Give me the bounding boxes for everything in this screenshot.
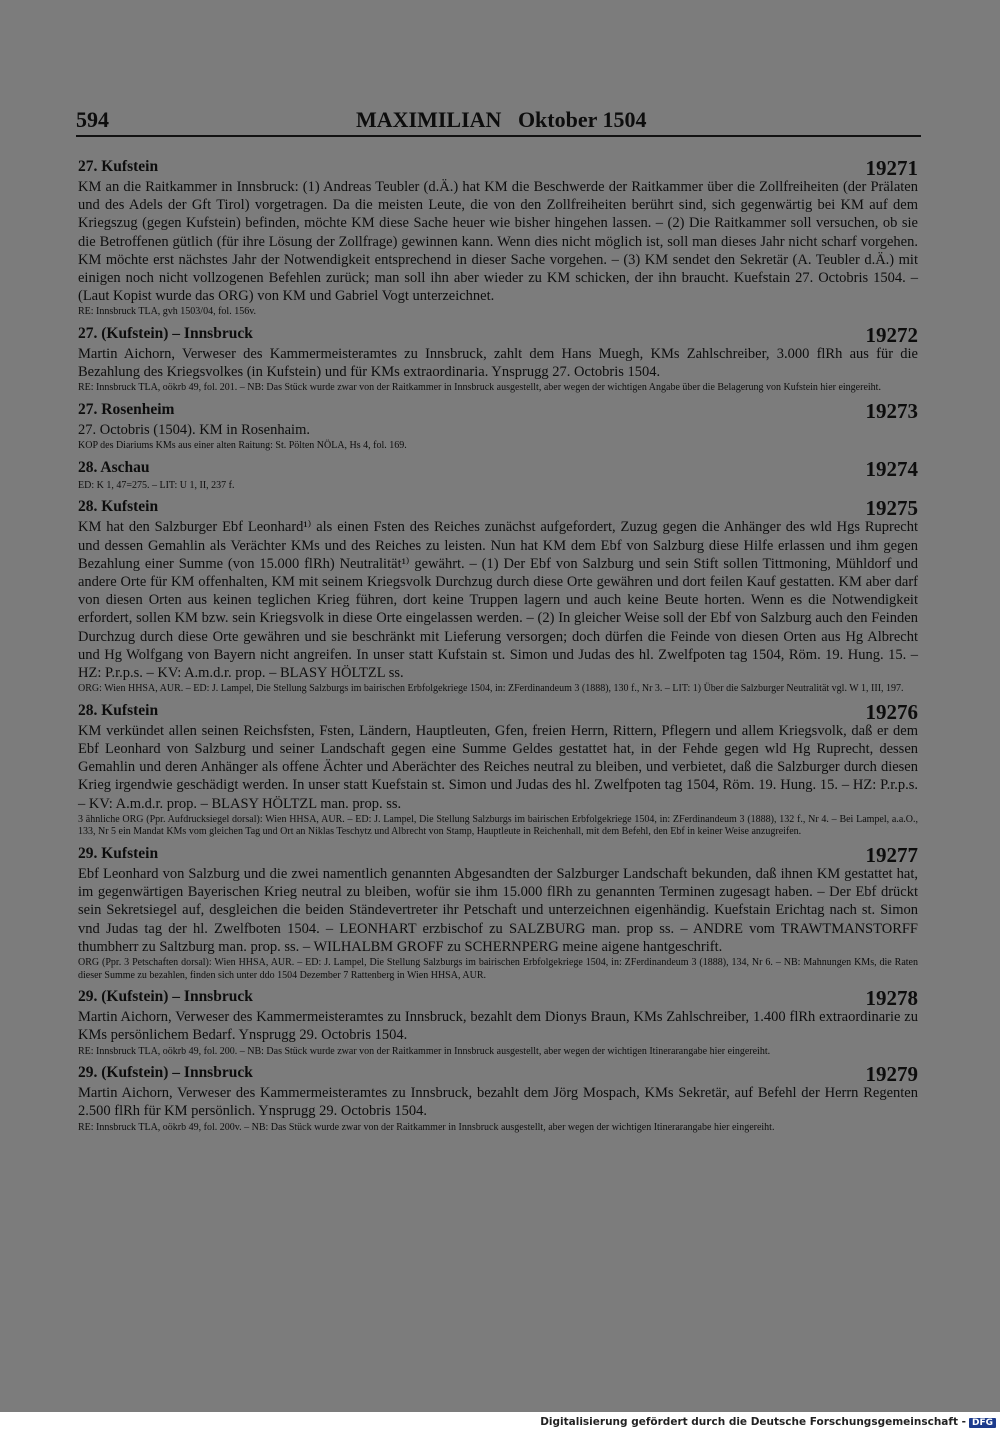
entry-number: 19276	[865, 699, 918, 724]
page-number: 594	[76, 107, 109, 132]
entry-location: 27. Kufstein	[78, 158, 159, 175]
page-header	[76, 107, 918, 137]
entry-note: RE: Innsbruck TLA, oökrb 49, fol. 200v. – NB: Das Stück wurde zwar von der Raitkammer in Innsbruck ausgestellt, aber wegen der wichtigen Itinerarangabe hier eingereiht.	[78, 1121, 775, 1133]
entry-text: 27. Octobris (1504). KM in Rosenhaim.	[78, 422, 310, 439]
entry-location: 27. (Kufstein) – Innsbruck	[78, 325, 253, 343]
entry	[78, 496, 918, 695]
entry	[78, 986, 918, 1058]
entry-location: 28. Aschau	[78, 458, 150, 476]
entry-number: 19278	[865, 986, 918, 1011]
entry-heading	[78, 399, 918, 424]
entry-heading	[78, 156, 918, 178]
entry-location: 28. Kufstein	[78, 498, 159, 516]
entry-number: 19277	[865, 843, 918, 868]
entry-note: RE: Innsbruck TLA, gvh 1503/04, fol. 156v.	[78, 306, 257, 318]
entry-location: 27. Rosenheim	[78, 401, 175, 419]
dfg-logo: DFG	[969, 1418, 996, 1428]
entry	[78, 843, 918, 982]
entry-note: ED: K 1, 47=275. – LIT: U 1, II, 237 f.	[78, 479, 235, 491]
entry-number: 19274	[865, 456, 918, 481]
entry-location: 29. (Kufstein) – Innsbruck	[78, 1064, 253, 1082]
entry	[78, 457, 918, 493]
entry-heading	[78, 496, 918, 521]
entry-heading	[78, 700, 918, 722]
entry-text: Martin Aichorn, Verweser des Kammermeisteramtes zu Innsbruck, zahlt dem Hans Muegh, KMs Zahlschreiber, 3.000 flRh aus für die Bezahlung des Kriegsvolkes (in Kufstein) und für KMs extraordinaria. Ynsprugg 27. Octobris 1504.	[78, 346, 918, 381]
entry-text: Martin Aichorn, Verweser des Kammermeisteramtes zu Innsbruck, bezahlt dem Dionys Braun, KMs Zahlschreiber, 1.400 flRh extraordinarie zu KMs persönlichem Bedarf. Ynsprugg 29. Octobris 1504.	[78, 1009, 918, 1044]
entry-text: Ebf Leonhard von Salzburg und die zwei namentlich genannten Abgesandten der Salzburger Landschaft bekunden, daß ihnen KM gestattet hat, im gegenwärtigen Bayerischen Krieg neutral zu bleiben, wofür sie ihm 15.000 flRh zu genannten Terminen zugesagt haben. – Der Ebf drückt sein Sekretsiegel auf, desgleichen die beiden Ständevertreter ihr Petschaft und unterzeichnen eigenhändig. Kuefstain Erichtag nach st. Simon vnd Judas tag der hl. Zwelfboten 1504. – LEONHART erzbischof zu SALZBURG man. prop ss. – ANDRE vom TRAWTMANSTORFF thumbherr zu Saltzburg man. prop. ss. – WILHALBM GROFF zu SCHERNPERG meine aigene hantgeschrift.	[78, 866, 918, 955]
entries-list	[78, 156, 918, 1138]
entry-heading	[78, 1062, 918, 1087]
entry	[78, 323, 918, 395]
entry-number: 19275	[865, 496, 918, 521]
entry	[78, 399, 918, 453]
entry-text: Martin Aichorn, Verweser des Kammermeisteramtes zu Innsbruck, bezahlt dem Jörg Mospach, KMs Sekretär, auf Befehl der Herrn Regenten 2.500 flRh für KM persönlich. Ynsprugg 29. Octobris 1504.	[78, 1085, 918, 1120]
entry-number: 19272	[865, 323, 918, 348]
header-rule	[76, 135, 921, 137]
entry-note: 3 ähnliche ORG (Ppr. Aufdrucksiegel dorsal): Wien HHSA, AUR. – ED: J. Lampel, Die Stellung Salzburgs im bairischen Erbfolgekriege 1504, in: ZFerdinandeum 3 (1888), 132 f., Nr 4. – Bei Lampel, a.a.O., 133, Nr 5 ein Mandat KMs vom gleichen Tag und Ort an Niklas Teschytz und Albrecht von Stamp, Hauptleute in Reichenhall, mit dem Befehl, den Ebf in keiner Weise anzugreifen.	[78, 813, 918, 838]
entry-note: ORG: Wien HHSA, AUR. – ED: J. Lampel, Die Stellung Salzburgs im bairischen Erbfolgekriege 1504, in: ZFerdinandeum 3 (1888), 130 f., Nr 3. – LIT: 1) Über die Salzburger Neutralität vgl. W 1, III, 197.	[78, 683, 904, 695]
page-title: MAXIMILIAN Oktober 1504	[356, 107, 647, 132]
entry-location: 29. (Kufstein) – Innsbruck	[78, 988, 253, 1006]
entry-location: 28. Kufstein	[78, 701, 159, 719]
entry-number: 19271	[865, 156, 918, 180]
entry-text: KM verkündet allen seinen Reichsfsten, Fsten, Ländern, Hauptleuten, Gfen, freien Herrn, Rittern, Pflegern und allem Kriegsvolk, daß er dem Ebf Leonhard von Salzburg und seiner Landschaft gegen eine Summe Geldes gestattet hat, in der Fehde gegen wld Hg Ruprecht, dessen Gemahlin und deren Anhänger als offene Ächter und Aberächter des Reiches neutral zu bleiben, und verbietet, daß die Salzburger durch diesen Krieg irgendwie geschädigt werden. In unser statt Kuefstain st. Simon und Judas des hl. Zwelfpoten tag 1504, Röm. 19. Hung. 15. – HZ: P.r.p.s. – KV: A.m.d.r. prop. – BLASY HÖLTZL man. prop. ss.	[78, 722, 918, 812]
dfg-credit	[540, 1416, 996, 1428]
entry	[78, 156, 918, 319]
credit-text: Digitalisierung gefördert durch die Deutsche Forschungsgemeinschaft -	[540, 1416, 966, 1428]
entry-note: RE: Innsbruck TLA, oökrb 49, fol. 201. – NB: Das Stück wurde zwar von der Raitkammer in Innsbruck ausgestellt, aber wegen der wichtigen Angabe über die Belagerung von Kufstein hier eingereiht.	[78, 382, 881, 394]
entry-heading	[78, 986, 918, 1011]
entry	[78, 1062, 918, 1134]
entry-location: 29. Kufstein	[78, 845, 159, 863]
entry-note: ORG (Ppr. 3 Petschaften dorsal): Wien HHSA, AUR. – ED: J. Lampel, Die Stellung Salzburgs im bairischen Erbfolgekriege 1504, in: ZFerdinandeum 3 (1888), 134, Nr 6. – NB: Mahnungen KMs, die Raten dieser Summe zu bezahlen, finden sich unter ddo 1504 Dezember 7 Rattenberg in Wien HHSA, AUR.	[78, 957, 918, 981]
entry-number: 19273	[865, 399, 918, 424]
entry-text: KM an die Raitkammer in Innsbruck: (1) Andreas Teubler (d.Ä.) hat KM die Beschwerde der Raitkammer über die Zollfreiheiten (der Prälaten und des Adels der Gft Tirol) vorgetragen. Da die meisten Leute, die von den Zollfreiheiten berührt sind, sich gegenwärtig bei KM auf dem Kriegszug (gegen Kufstein) befinden, möchte KM diese Sache heuer wie bisher hingehen lassen. – (2) Die Raitkammer soll versuchen, ob sie die Betroffenen gütlich (für ihre Lösung der Zollfrage) gewinnen kann. Wenn dies nicht möglich ist, soll man dieses Jahr nicht scharf vorgehen. KM möchte erst nächstes Jahr der Notwendigkeit entsprechend in dieser Sache vorgehen. – (3) KM sendet den Sekretär (A. Teubler d.Ä.) mit einigen noch nicht vollzogenen Befehlen zurück; man soll ihn aber wieder zu KM schicken, der ihn braucht. Kuefstain 27. Octobris 1504. – (Laut Kopist wurde das ORG) von KM und Gabriel Vogt unterzeichnet.	[78, 179, 918, 305]
entry-note: KOP des Diariums KMs aus einer alten Raitung: St. Pölten NÖLA, Hs 4, fol. 169.	[78, 440, 407, 452]
entry-heading	[78, 843, 918, 868]
entry-heading	[78, 457, 918, 479]
entry-number: 19279	[865, 1062, 918, 1087]
entry-note: RE: Innsbruck TLA, oökrb 49, fol. 200. – NB: Das Stück wurde zwar von der Raitkammer in Innsbruck ausgestellt, aber wegen der wichtigen Itinerarangabe hier eingereiht.	[78, 1045, 771, 1057]
entry	[78, 700, 918, 839]
entry-text: KM hat den Salzburger Ebf Leonhard¹⁾ als einen Fsten des Reiches zunächst aufgefordert, Zuzug gegen die Anhänger des wld Hgs Ruprecht und dessen Gemahlin als Verächter KMs und des Reiches zu leisten. Nun hat KM dem Ebf von Salzburg diese Hilfe erlassen und ihm gegen Bezahlung einer Summe (von 15.000 flRh) Neutralität¹⁾ gewährt. – (1) Der Ebf von Salzburg und sein Stift sollen Tittmoning, Mühldorf und andere Orte für KM offenhalten, KM mit seinem Kriegsvolk Durchzug durch diese Orte gewähren und dort feilen Kauf gestatten. KM aber darf von diesen Orten aus keinen teglichen Krieg führen, dort keine Truppen lagern und auch keine Beute horten. Wenn es die Notwendigkeit erfordert, sollen KM bzw. sein Kriegsvolk in diese Orte eingelassen werden. – (2) In gleicher Weise soll der Ebf von Salzburg auch den Feinden Durchzug durch diese Orte gewähren und sie beschränkt mit Lieferung versorgen; doch dürfen die Feinde von diesen Orten aus Hg Albrecht und Hg Wolfgang von Bayern nicht angreifen. In unser statt Kufstain st. Simon und Judas des hl. Zwelfpoten tag 1504, Röm. 19. Hung. 15. – HZ: P.r.p.s. – KV: A.m.d.r. prop. – BLASY HÖLTZL ss.	[78, 519, 918, 682]
entry-heading	[78, 323, 918, 348]
